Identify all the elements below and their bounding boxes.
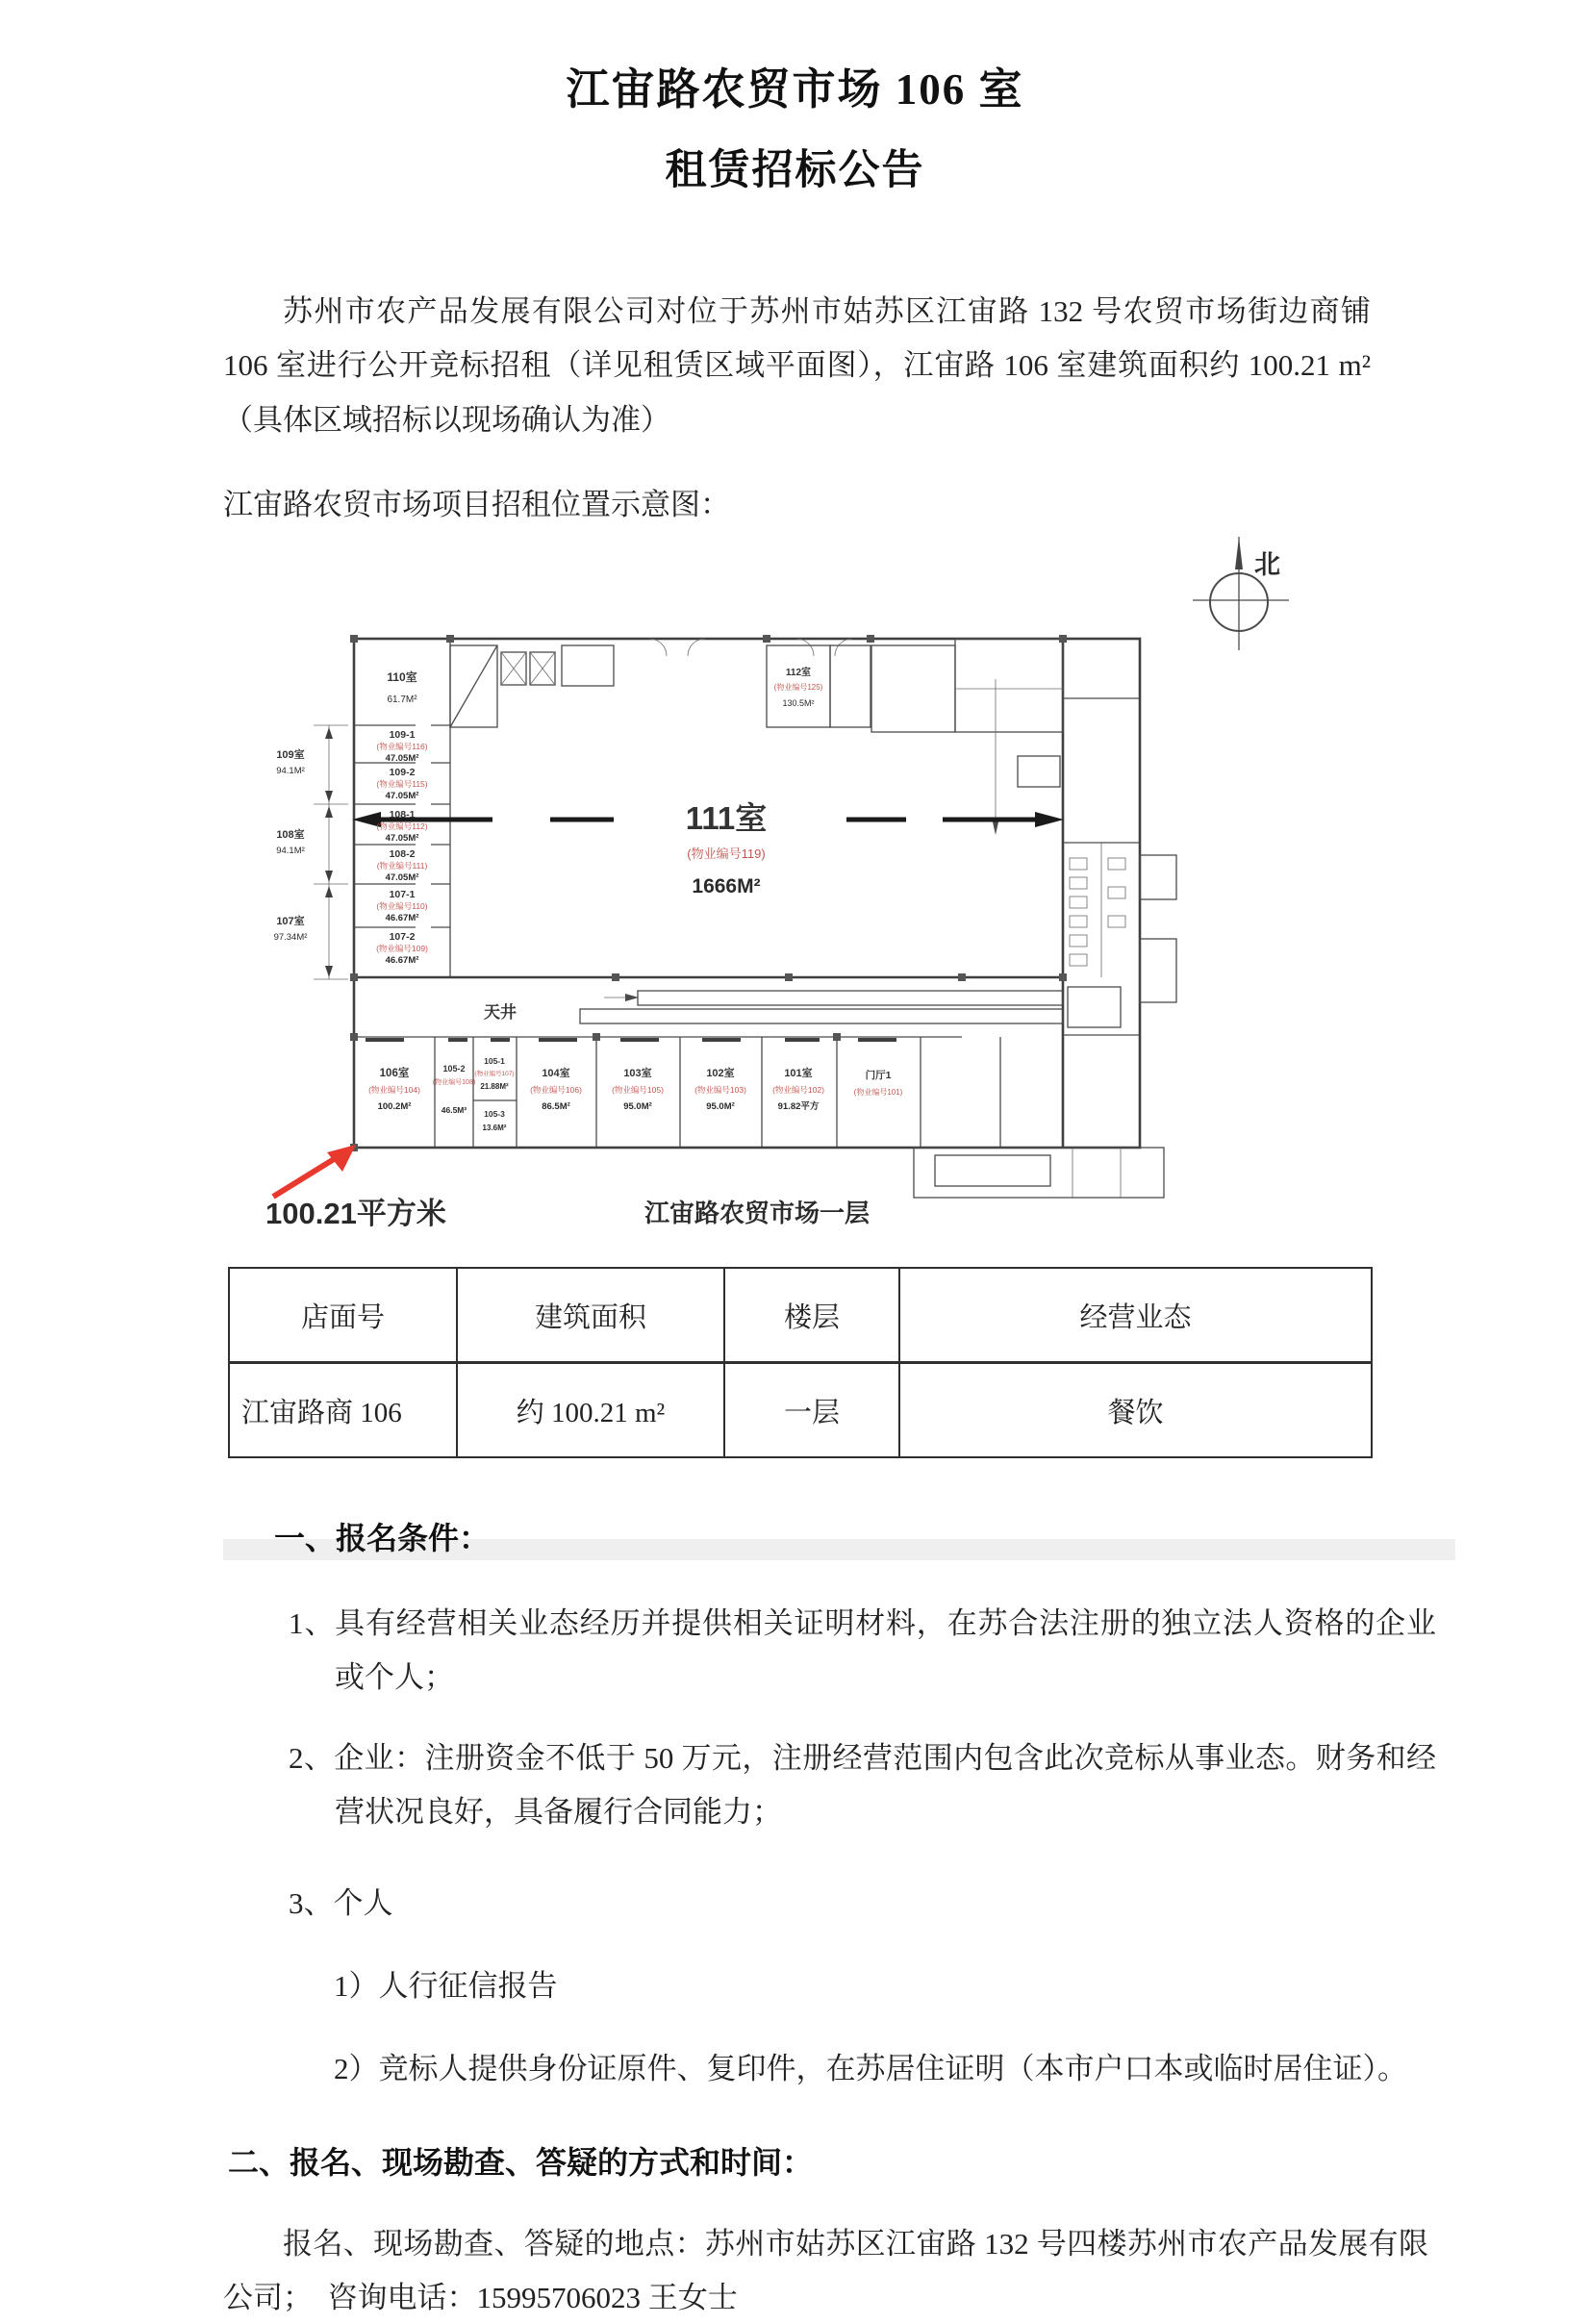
room-110-name: 110室 [387,670,417,685]
cell-shop-no: 江宙路商 106 [229,1363,457,1458]
room-110-area: 61.7M² [387,695,417,706]
condition-sub-item-1: 1）人行征信报告 [334,1969,558,2004]
col-header-floor: 楼层 [724,1268,899,1363]
room-106-no: (物业编号104) [368,1085,420,1096]
room-102-area: 95.0M² [706,1101,735,1113]
cell-business-type: 餐饮 [899,1363,1372,1458]
shop-row [354,1037,1000,1148]
venue-paragraph: 报名、现场勘查、答疑的地点：苏州市姑苏区江宙路 132 号四楼苏州市农产品发展有限公司； 咨询电话：15995706023 王女士 [223,2226,1428,2314]
room-108-2-name: 108-2 [389,848,416,861]
section-2-row [5,2138,1455,2183]
room-102-no: (物业编号103) [694,1085,746,1096]
section-2-heading: 二、报名、现场勘查、答疑的方式和时间： [228,2144,814,2180]
intro-paragraph: 苏州市农产品发展有限公司对位于苏州市姑苏区江宙路 132 号农贸市场街边商铺 106 室进行公开竞标招租（详见租赁区域平面图），江宙路 106 室建筑面积约 100.21 m²（具体区域招标以现场确认为准） [223,294,1371,437]
dim-108-name: 108室 [276,829,305,842]
room-106-name: 106室 [379,1068,410,1080]
room-108-1-name: 108-1 [389,809,416,821]
room-105-2-no: (物业编号108) [432,1079,476,1087]
room-109-2-area: 47.05M² [385,791,419,802]
doc-title-line2: 租赁招标公告 [665,148,925,193]
room-107-2-name: 107-2 [389,931,416,944]
hall-name: 111室 [685,800,768,837]
room-107-1-no: (物业编号110) [376,901,428,912]
room-108-1-area: 47.05M² [385,833,419,845]
room-105-2-area: 46.5M² [441,1105,467,1116]
room-101-area: 91.82平方 [777,1101,820,1113]
table-header-row [229,1268,1372,1363]
room-105-3-area: 13.6M² [482,1124,507,1133]
room-106-area: 100.2M² [377,1101,412,1113]
hatched-stair-block [871,639,1063,835]
room-104-area: 86.5M² [542,1101,570,1113]
dim-107-name: 107室 [276,916,305,928]
room-lobby-name: 门厅1 [865,1070,892,1082]
room-lobby-no: (物业编号101) [853,1088,903,1098]
room-103-area: 95.0M² [623,1101,652,1113]
stairwell-block [450,645,614,727]
left-dimension-chain [274,725,348,979]
room-107-2-area: 46.67M² [385,955,419,967]
room-105-1-name: 105-1 [484,1056,505,1067]
room-105-1-no: (物业编号107) [474,1071,515,1078]
north-label: 北 [1254,550,1280,580]
hall-area: 1666M² [692,875,761,898]
cell-floor: 一层 [724,1363,899,1458]
room-109-1-name: 109-1 [389,729,416,742]
room-107-2-no: (物业编号109) [376,944,428,954]
courtyard-corridor [484,991,1063,1023]
room-112-block [767,645,871,727]
room-108-2-area: 47.05M² [385,872,419,884]
condition-item-1: 1、具有经营相关业态经历并提供相关证明材料，在苏合法注册的独立法人资格的企业或个人； [289,1606,1436,1695]
hall-no: (物业编号119) [687,846,766,862]
room-109-2-name: 109-2 [389,767,416,779]
col-header-shop-no: 店面号 [229,1268,457,1363]
shop-info-table [228,1267,1373,1458]
section-1-row [223,1514,1455,1558]
room-107-1-area: 46.67M² [385,913,419,924]
dim-109-name: 109室 [276,749,305,762]
condition-sub-item-2: 2）竞标人提供身份证原件、复印件，在苏居住证明（本市户口本或临时居住证）。 [334,2052,1407,2085]
room-107-1-name: 107-1 [389,889,416,901]
condition-item-3: 3、个人 [289,1886,393,1921]
entry-door-arcs [649,639,852,656]
dim-108-area: 94.1M² [276,846,305,857]
dim-109-area: 94.1M² [276,766,305,777]
highlight-annotation [265,1145,870,1227]
floor-plan-drawing [173,535,1366,1227]
north-compass-icon [1193,537,1289,650]
courtyard-label: 天井 [484,1003,517,1023]
plan-location-caption: 江宙路农贸市场项目招租位置示意图： [223,488,730,522]
room-108-2-no: (物业编号111) [376,861,428,872]
room-109-1-area: 47.05M² [385,753,419,765]
section-1-heading: 一、报名条件： [274,1521,491,1556]
right-wing [1063,698,1176,1035]
room-103-name: 103室 [623,1068,652,1080]
room-109-1-no: (物业编号116) [376,742,428,752]
floor-plan-figure [173,535,1366,1232]
condition-item-2: 2、企业：注册资金不低于 50 万元，注册经营范围内包含此次竞标从事业态。财务和经营状况良好，具备履行合同能力； [289,1740,1436,1829]
highlight-area-label: 100.21平方米 [265,1197,446,1228]
plan-caption: 江宙路农贸市场一层 [644,1199,871,1228]
room-103-no: (物业编号105) [612,1085,664,1096]
condition-list [223,1597,1436,2096]
room-104-no: (物业编号106) [530,1085,582,1096]
room-112-area: 130.5M² [782,698,815,709]
room-105-2-name: 105-2 [442,1064,466,1074]
col-header-business-type: 经营业态 [899,1268,1372,1363]
room-101-no: (物业编号102) [772,1085,824,1096]
room-101-name: 101室 [784,1068,813,1080]
room-112-no: (物业编号125) [773,683,823,693]
hall-111 [352,800,1064,897]
doc-title-line1: 江宙路农贸市场 106 室 [566,65,1024,114]
room-108-1-no: (物业编号112) [376,821,428,832]
cell-area: 约 100.21 m² [457,1363,724,1458]
room-112-name: 112室 [785,668,812,679]
dim-107-area: 97.34M² [273,932,308,944]
room-102-name: 102室 [706,1068,735,1080]
room-105-1-area: 21.88M² [480,1082,509,1092]
table-row [229,1363,1372,1458]
entrance-block [914,1148,1164,1198]
room-104-name: 104室 [542,1068,570,1080]
room-105-3-name: 105-3 [484,1109,505,1120]
col-header-area: 建筑面积 [457,1268,724,1363]
room-109-2-no: (物业编号115) [376,779,428,790]
